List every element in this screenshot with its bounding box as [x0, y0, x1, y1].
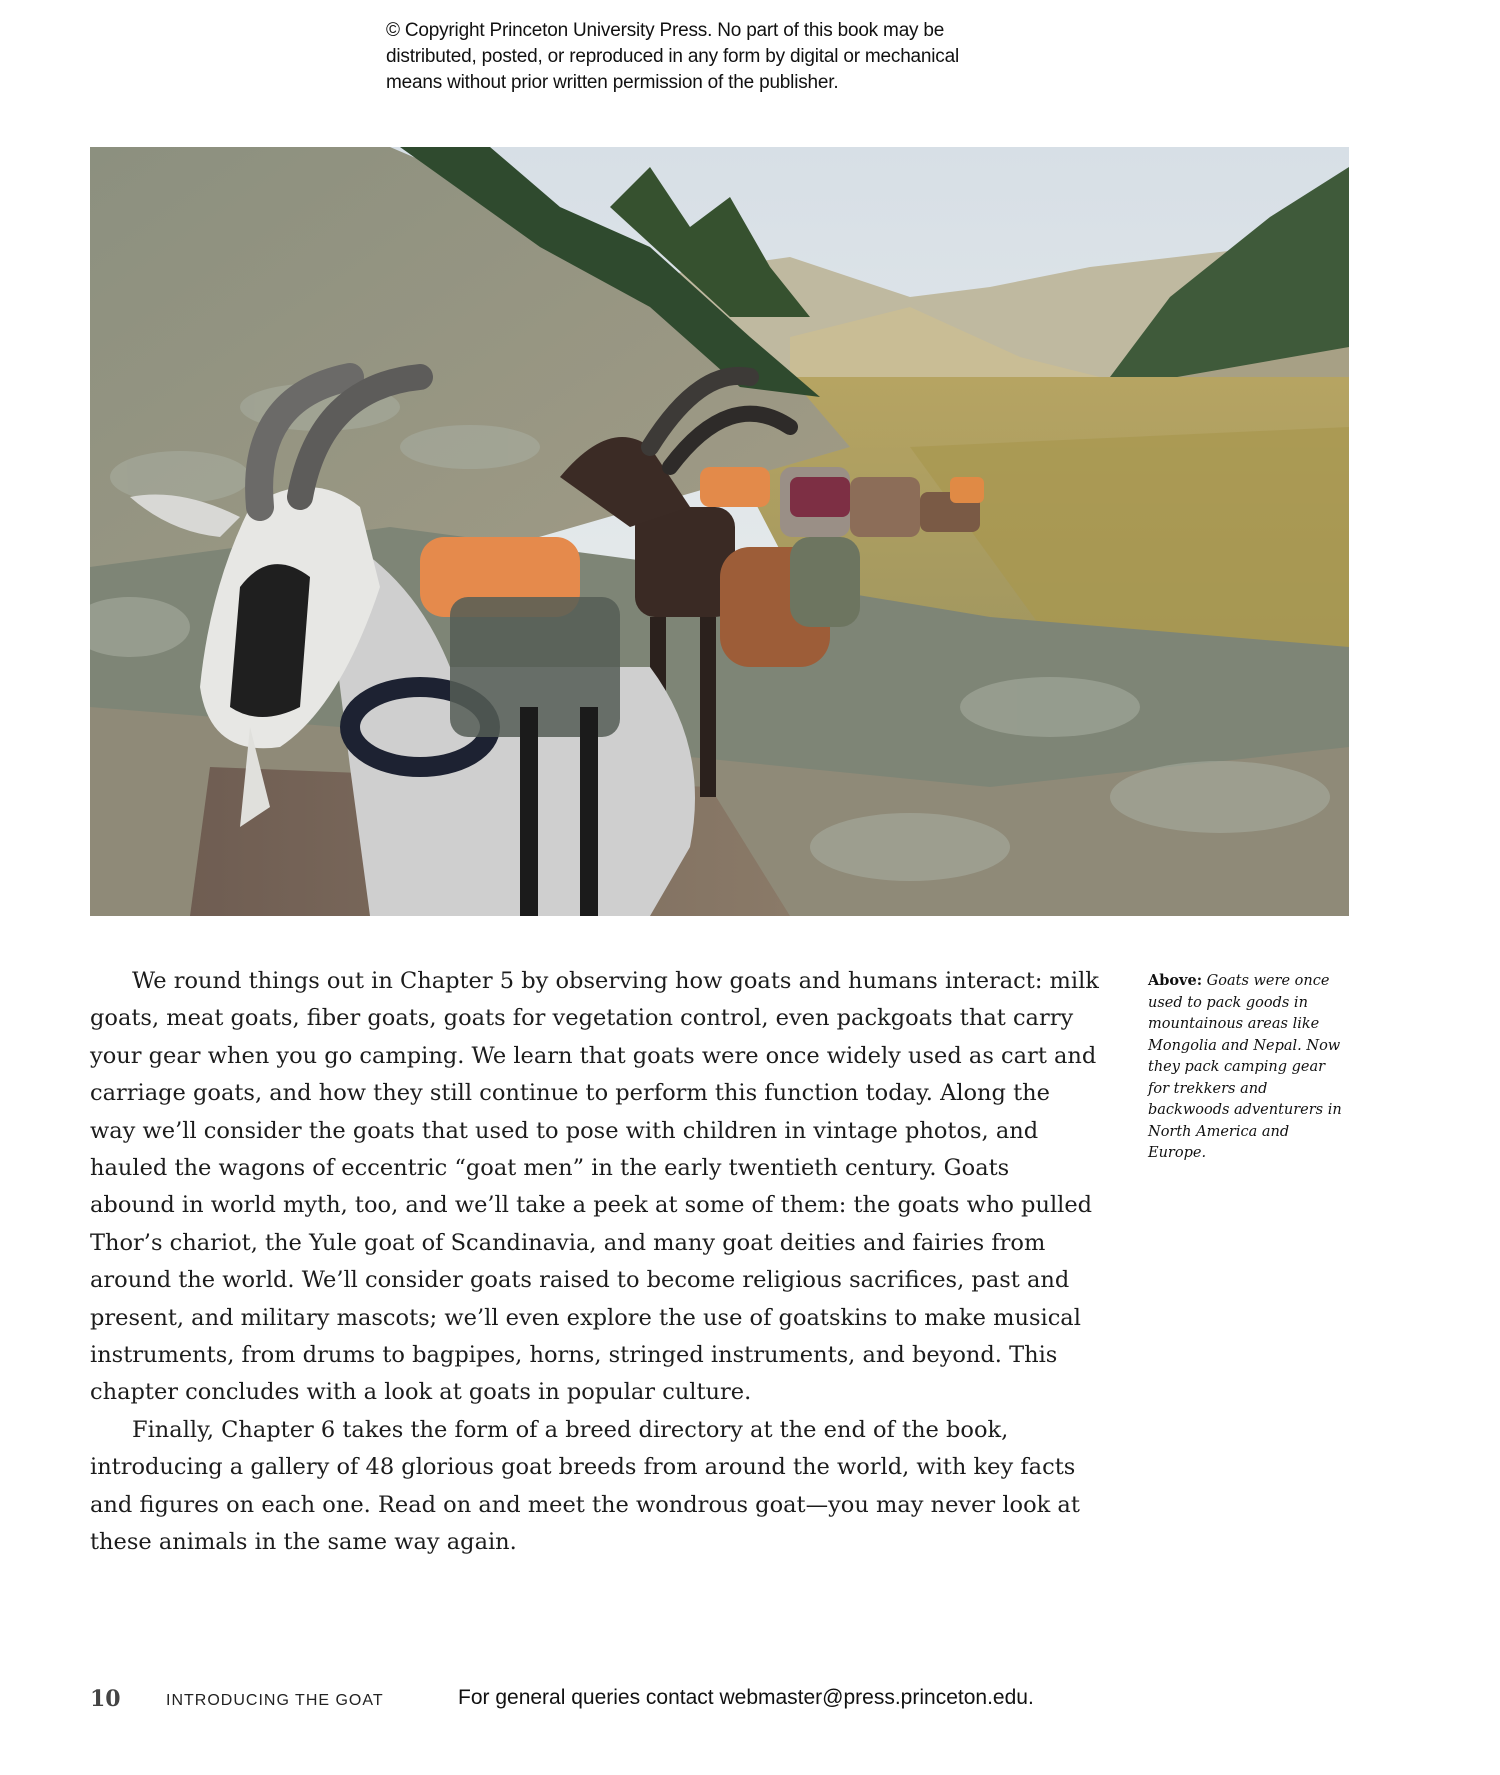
page-number: 10 [90, 1686, 121, 1712]
photo-caption [1148, 970, 1348, 1165]
page-footer [90, 1686, 1190, 1716]
copyright-notice [386, 18, 1106, 96]
copyright-line-2: distributed, posted, or reproduced in any form by digital or mechanical [386, 46, 960, 67]
packgoats-photo [90, 147, 1349, 916]
packgoats-illustration [90, 147, 1349, 916]
caption-text: Goats were once used to pack goods in mountainous areas like Mongolia and Nepal. Now they pack camping gear for trekkers and backwoods adventurers in North America and Europe. [1148, 973, 1342, 1161]
contact-line: For general queries contact webmaster@press.princeton.edu. [458, 1686, 1034, 1709]
body-text [90, 963, 1100, 1562]
copyright-line-3: means without prior written permission of the publisher. [386, 72, 839, 93]
body-paragraph-2: Finally, Chapter 6 takes the form of a breed directory at the end of the book, introducing a gallery of 48 glorious goat breeds from around the world, with key facts and figures on each one. Read on and meet the wondrous goat—you may never look at these animals in the same way again. [90, 1416, 1080, 1556]
copyright-line-1: © Copyright Princeton University Press. No part of this book may be [386, 20, 945, 41]
body-paragraph-1: We round things out in Chapter 5 by observing how goats and humans interact: milk goats, meat goats, fiber goats, goats for vegetation control, even packgoats that carry your gear when you go camping. We learn that goats were once widely used as cart and carriage goats, and how they still continue to perform this function today. Along the way we’ll consider the goats that used to pose with children in vintage photos, and hauled the wagons of eccentric “goat men” in the early twentieth century. Goats abound in world myth, too, and we’ll take a peek at some of them: the goats who pulled Thor’s chariot, the Yule goat of Scandinavia, and many goat deities and fairies from around the world. We’ll consider goats raised to become religious sacrifices, past and present, and military mascots; we’ll even explore the use of goatskins to make musical instruments, from drums to bagpipes, horns, stringed instruments, and beyond. This chapter concludes with a look at goats in popular culture. [90, 968, 1099, 1406]
caption-lead: Above: [1148, 972, 1203, 989]
running-head: INTRODUCING THE GOAT [166, 1692, 384, 1709]
